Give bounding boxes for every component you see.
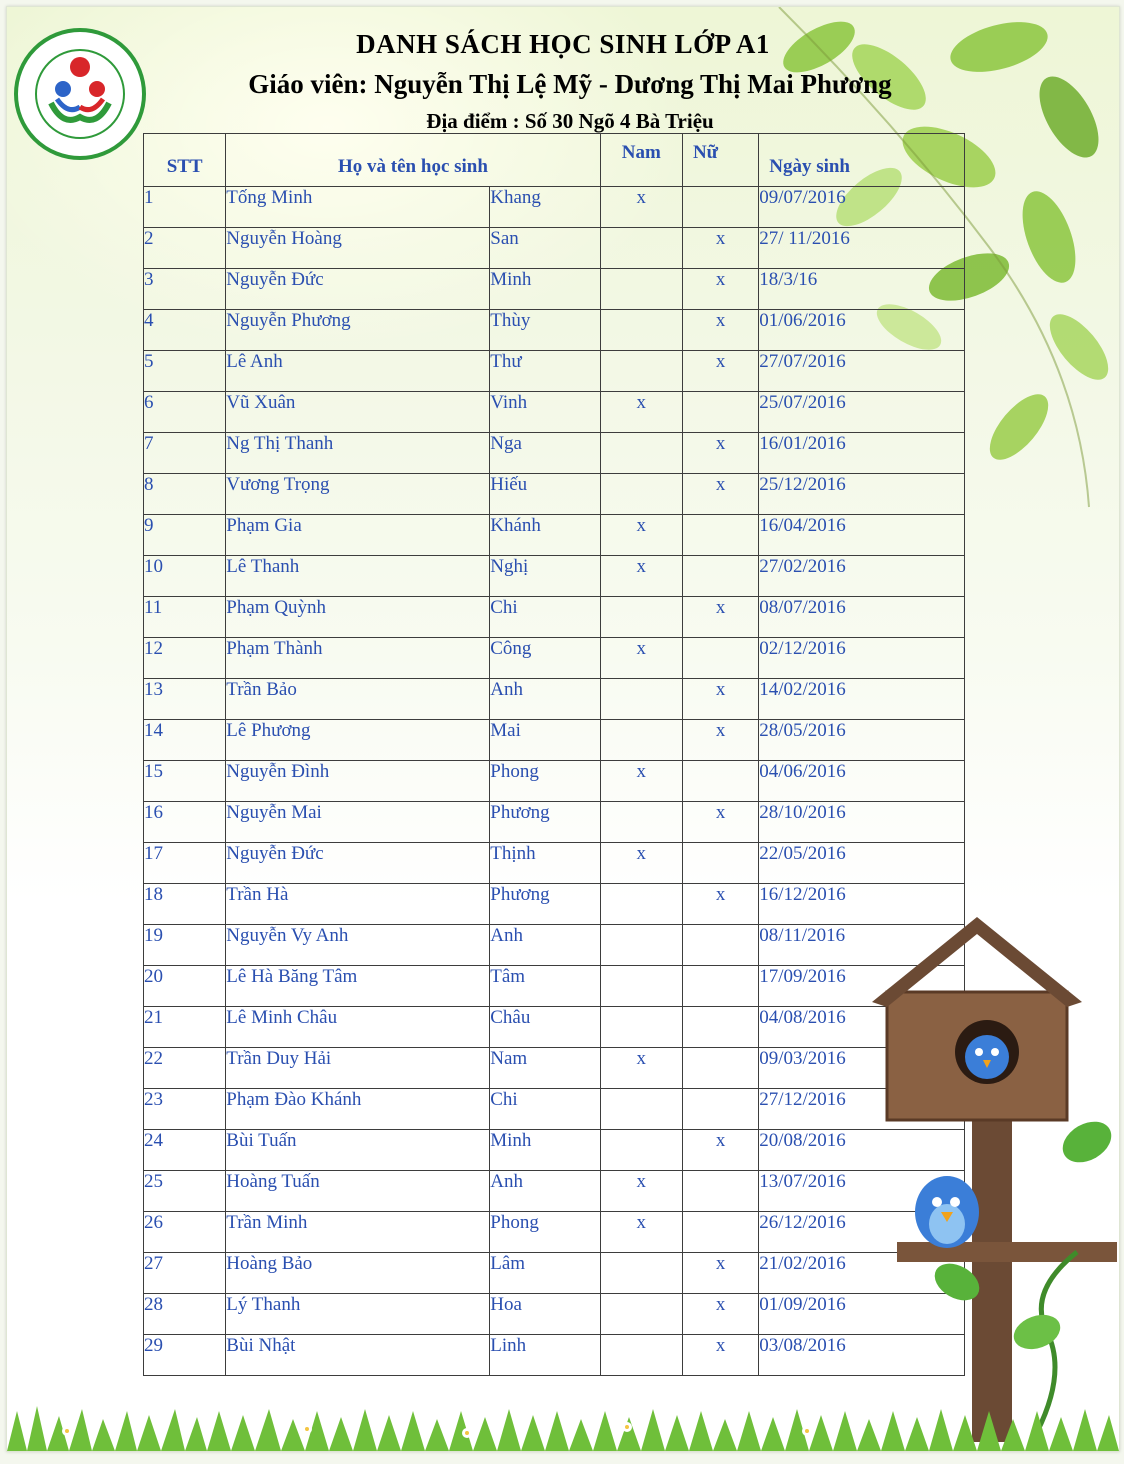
dob-cell: 09/03/2016 [759,1048,965,1089]
stt-cell: 23 [144,1089,226,1130]
stt-cell: 6 [144,392,226,433]
given-name-cell: Nam [490,1048,600,1089]
table-row [144,392,965,433]
male-mark-cell: x [600,843,682,884]
male-mark-cell [600,1007,682,1048]
surname-cell: Phạm Thành [226,638,490,679]
male-mark-cell [600,1089,682,1130]
male-mark-cell [600,474,682,515]
male-mark-cell: x [600,556,682,597]
surname-cell: Lê Thanh [226,556,490,597]
dob-cell: 02/12/2016 [759,638,965,679]
surname-cell: Phạm Quỳnh [226,597,490,638]
given-name-cell: Anh [490,679,600,720]
stt-cell: 2 [144,228,226,269]
stt-cell: 28 [144,1294,226,1335]
male-mark-cell [600,310,682,351]
table-row [144,720,965,761]
table-header-row [144,134,965,187]
dob-cell: 18/3/16 [759,269,965,310]
dob-cell: 04/06/2016 [759,761,965,802]
surname-cell: Nguyễn Phương [226,310,490,351]
grass-icon [7,1381,1119,1451]
dob-cell: 27/07/2016 [759,351,965,392]
surname-cell: Vương Trọng [226,474,490,515]
male-mark-cell [600,925,682,966]
female-mark-cell: x [682,597,758,638]
table-row [144,433,965,474]
male-mark-cell [600,228,682,269]
male-mark-cell: x [600,515,682,556]
surname-cell: Vũ Xuân [226,392,490,433]
female-mark-cell: x [682,720,758,761]
stt-cell: 18 [144,884,226,925]
table-row [144,1007,965,1048]
given-name-cell: Công [490,638,600,679]
table-row [144,966,965,1007]
male-mark-cell [600,1294,682,1335]
female-mark-cell: x [682,310,758,351]
dob-cell: 16/12/2016 [759,884,965,925]
given-name-cell: Chi [490,1089,600,1130]
table-row [144,925,965,966]
stt-cell: 29 [144,1335,226,1376]
given-name-cell: Nghị [490,556,600,597]
dob-cell: 08/07/2016 [759,597,965,638]
female-mark-cell: x [682,884,758,925]
female-mark-cell: x [682,1335,758,1376]
header-dob: Ngày sinh [759,134,965,187]
surname-cell: Ng Thị Thanh [226,433,490,474]
surname-cell: Nguyễn Mai [226,802,490,843]
female-mark-cell: x [682,269,758,310]
given-name-cell: San [490,228,600,269]
stt-cell: 15 [144,761,226,802]
male-mark-cell: x [600,392,682,433]
stt-cell: 24 [144,1130,226,1171]
male-mark-cell [600,720,682,761]
male-mark-cell: x [600,1212,682,1253]
female-mark-cell: x [682,679,758,720]
surname-cell: Nguyễn Hoàng [226,228,490,269]
given-name-cell: Minh [490,269,600,310]
male-mark-cell: x [600,638,682,679]
surname-cell: Trần Minh [226,1212,490,1253]
female-mark-cell: x [682,433,758,474]
male-mark-cell [600,966,682,1007]
female-mark-cell [682,515,758,556]
dob-cell: 08/11/2016 [759,925,965,966]
given-name-cell: Thùy [490,310,600,351]
stt-cell: 22 [144,1048,226,1089]
dob-cell: 13/07/2016 [759,1171,965,1212]
dob-cell: 28/10/2016 [759,802,965,843]
stt-cell: 13 [144,679,226,720]
female-mark-cell [682,1212,758,1253]
female-mark-cell [682,556,758,597]
dob-cell: 26/12/2016 [759,1212,965,1253]
dob-cell: 16/01/2016 [759,433,965,474]
female-mark-cell: x [682,1130,758,1171]
table-row [144,310,965,351]
dob-cell: 16/04/2016 [759,515,965,556]
surname-cell: Hoàng Tuấn [226,1171,490,1212]
table-row [144,1089,965,1130]
female-mark-cell [682,1089,758,1130]
stt-cell: 26 [144,1212,226,1253]
female-mark-cell: x [682,474,758,515]
stt-cell: 8 [144,474,226,515]
dob-cell: 20/08/2016 [759,1130,965,1171]
stt-cell: 21 [144,1007,226,1048]
female-mark-cell [682,761,758,802]
stt-cell: 19 [144,925,226,966]
table-row [144,761,965,802]
table-row [144,269,965,310]
male-mark-cell [600,1253,682,1294]
surname-cell: Lê Minh Châu [226,1007,490,1048]
stt-cell: 25 [144,1171,226,1212]
table-row [144,679,965,720]
female-mark-cell: x [682,1294,758,1335]
given-name-cell: Minh [490,1130,600,1171]
dob-cell: 25/12/2016 [759,474,965,515]
female-mark-cell [682,392,758,433]
dob-cell: 27/ 11/2016 [759,228,965,269]
given-name-cell: Mai [490,720,600,761]
student-table [143,133,965,1376]
male-mark-cell [600,884,682,925]
page-title: DANH SÁCH HỌC SINH LỚP A1 [356,29,770,59]
header-name: Họ và tên học sinh [226,134,600,187]
stt-cell: 3 [144,269,226,310]
dob-cell: 27/02/2016 [759,556,965,597]
surname-cell: Nguyễn Đức [226,269,490,310]
dob-cell: 14/02/2016 [759,679,965,720]
stt-cell: 17 [144,843,226,884]
stt-cell: 5 [144,351,226,392]
surname-cell: Trần Duy Hải [226,1048,490,1089]
dob-cell: 27/12/2016 [759,1089,965,1130]
table-row [144,515,965,556]
header-stt: STT [144,134,226,187]
surname-cell: Trần Hà [226,884,490,925]
document-page [6,6,1120,1452]
stt-cell: 12 [144,638,226,679]
table-row [144,1294,965,1335]
table-row [144,1130,965,1171]
surname-cell: Nguyễn Vy Anh [226,925,490,966]
table-row [144,1253,965,1294]
surname-cell: Lê Phương [226,720,490,761]
given-name-cell: Linh [490,1335,600,1376]
male-mark-cell [600,1335,682,1376]
surname-cell: Hoàng Bảo [226,1253,490,1294]
table-row [144,228,965,269]
surname-cell: Nguyễn Đức [226,843,490,884]
dob-cell: 04/08/2016 [759,1007,965,1048]
given-name-cell: Tâm [490,966,600,1007]
given-name-cell: Châu [490,1007,600,1048]
surname-cell: Nguyễn Đình [226,761,490,802]
female-mark-cell [682,843,758,884]
given-name-cell: Hiếu [490,474,600,515]
male-mark-cell [600,269,682,310]
given-name-cell: Phong [490,761,600,802]
stt-cell: 9 [144,515,226,556]
stt-cell: 7 [144,433,226,474]
given-name-cell: Phương [490,802,600,843]
female-mark-cell [682,638,758,679]
dob-cell: 22/05/2016 [759,843,965,884]
male-mark-cell: x [600,187,682,228]
female-mark-cell: x [682,351,758,392]
given-name-cell: Anh [490,925,600,966]
dob-cell: 21/02/2016 [759,1253,965,1294]
dob-cell: 01/06/2016 [759,310,965,351]
stt-cell: 10 [144,556,226,597]
surname-cell: Bùi Tuấn [226,1130,490,1171]
table-row [144,187,965,228]
given-name-cell: Thịnh [490,843,600,884]
header-male: Nam [600,134,682,187]
given-name-cell: Chi [490,597,600,638]
female-mark-cell: x [682,802,758,843]
surname-cell: Lê Hà Băng Tâm [226,966,490,1007]
table-row [144,1171,965,1212]
header-female: Nữ [682,134,758,187]
female-mark-cell [682,966,758,1007]
table-row [144,1212,965,1253]
surname-cell: Lê Anh [226,351,490,392]
table-row [144,474,965,515]
given-name-cell: Thư [490,351,600,392]
female-mark-cell: x [682,228,758,269]
table-row [144,638,965,679]
dob-cell: 25/07/2016 [759,392,965,433]
birdhouse-icon [867,912,1117,1452]
stt-cell: 1 [144,187,226,228]
table-row [144,843,965,884]
table-row [144,597,965,638]
surname-cell: Phạm Đào Khánh [226,1089,490,1130]
surname-cell: Tống Minh [226,187,490,228]
male-mark-cell [600,433,682,474]
location-line: Địa điểm : Số 30 Ngõ 4 Bà Triệu [426,109,714,133]
male-mark-cell [600,679,682,720]
stt-cell: 27 [144,1253,226,1294]
dob-cell: 09/07/2016 [759,187,965,228]
given-name-cell: Phong [490,1212,600,1253]
table-row [144,1335,965,1376]
dob-cell: 03/08/2016 [759,1335,965,1376]
dob-cell: 01/09/2016 [759,1294,965,1335]
female-mark-cell [682,925,758,966]
dob-cell: 17/09/2016 [759,966,965,1007]
given-name-cell: Nga [490,433,600,474]
male-mark-cell: x [600,1171,682,1212]
male-mark-cell [600,802,682,843]
given-name-cell: Hoa [490,1294,600,1335]
dob-cell: 28/05/2016 [759,720,965,761]
given-name-cell: Khánh [490,515,600,556]
surname-cell: Phạm Gia [226,515,490,556]
table-row [144,351,965,392]
female-mark-cell [682,1171,758,1212]
female-mark-cell [682,1048,758,1089]
given-name-cell: Vinh [490,392,600,433]
table-row [144,556,965,597]
female-mark-cell [682,1007,758,1048]
surname-cell: Bùi Nhật [226,1335,490,1376]
male-mark-cell: x [600,761,682,802]
male-mark-cell [600,1130,682,1171]
table-row [144,802,965,843]
teacher-line: Giáo viên: Nguyễn Thị Lệ Mỹ - Dương Thị Mai Phương [248,69,892,99]
table-row [144,884,965,925]
stt-cell: 11 [144,597,226,638]
stt-cell: 4 [144,310,226,351]
given-name-cell: Khang [490,187,600,228]
surname-cell: Trần Bảo [226,679,490,720]
given-name-cell: Lâm [490,1253,600,1294]
male-mark-cell: x [600,1048,682,1089]
given-name-cell: Anh [490,1171,600,1212]
stt-cell: 14 [144,720,226,761]
surname-cell: Lý Thanh [226,1294,490,1335]
table-row [144,1048,965,1089]
male-mark-cell [600,597,682,638]
stt-cell: 16 [144,802,226,843]
male-mark-cell [600,351,682,392]
female-mark-cell [682,187,758,228]
female-mark-cell: x [682,1253,758,1294]
given-name-cell: Phương [490,884,600,925]
stt-cell: 20 [144,966,226,1007]
